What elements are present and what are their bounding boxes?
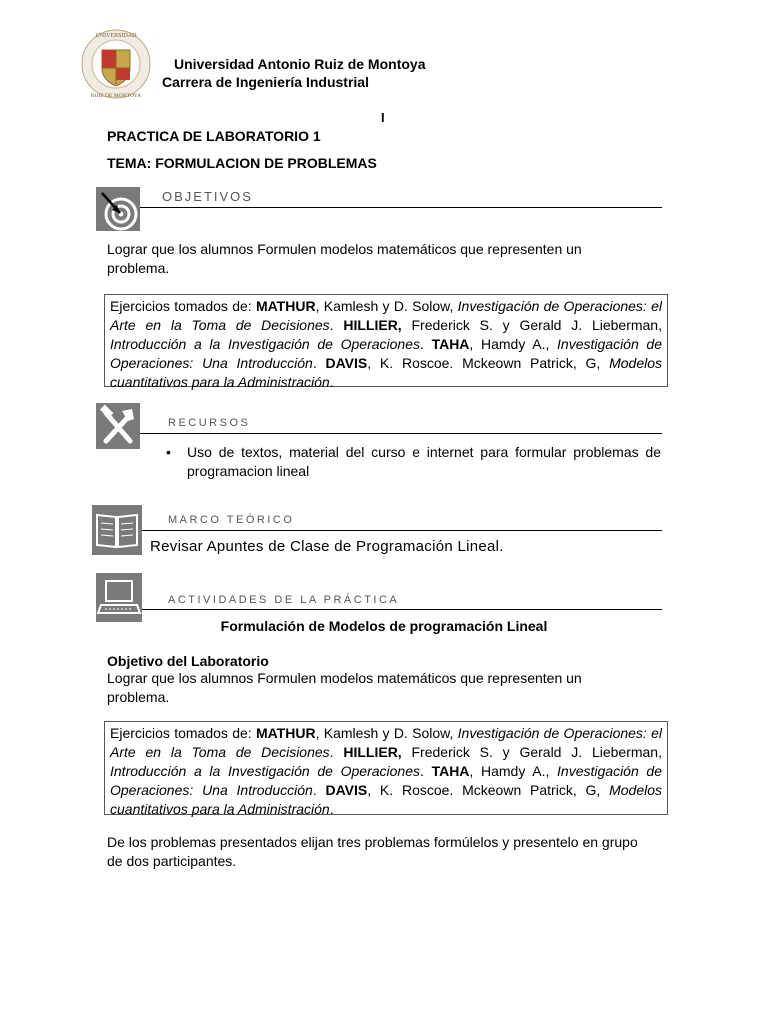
ref-title: Investigación de Operaciones: Una Introducción [110, 336, 662, 371]
section-label-actividades: ACTIVIDADES DE LA PRÁCTICA [168, 594, 400, 606]
university-name: Universidad Antonio Ruiz de Montoya [174, 56, 426, 72]
ref-author: HILLIER, [343, 317, 402, 333]
ref-text: Frederick S. y Gerald J. Lieberman, [401, 317, 662, 333]
ref-text: . [420, 763, 432, 779]
section-label-objetivos: OBJETIVOS [162, 189, 253, 204]
ref-author: MATHUR [255, 298, 316, 314]
ref-title: Introducción a la Investigación de Operaciones [110, 763, 420, 779]
practice-title: PRACTICA DE LABORATORIO 1 [107, 128, 321, 144]
ref-title: Investigación de Operaciones: el Arte en la Toma de Decisiones [110, 298, 663, 333]
ref-text: Ejercicios tomados de: [110, 725, 256, 741]
lab-objective-text: Lograr que los alumnos Formulen modelos matemáticos que representen un problema. [107, 670, 582, 705]
closing-text: De los problemas presentados elijan tres problemas formúlelos y presentelo en grupo de dos participantes. [107, 834, 638, 869]
bullet-marker: • [166, 444, 171, 460]
lab-objective-heading: Objetivo del Laboratorio [107, 653, 269, 669]
career-name: Carrera de Ingeniería Industrial [162, 74, 369, 90]
references-box [104, 294, 668, 390]
ref-author: TAHA [431, 763, 470, 779]
divider [142, 530, 662, 531]
objective-text: Lograr que los alumnos Formulen modelos matemáticos que representen un problema. [107, 241, 582, 276]
actividades-subtitle: Formulación de Modelos de programación Lineal [220, 618, 548, 634]
ref-text: . [329, 744, 344, 760]
laptop-icon [96, 573, 142, 622]
ref-text: , K. Roscoe. Mckeown Patrick, G, [367, 782, 610, 798]
theme-title: TEMA: FORMULACION DE PROBLEMAS [107, 155, 377, 171]
ref-text: , Kamlesh y D. Solow, [315, 298, 458, 314]
section-label-marco: MARCO TEÓRICO [168, 514, 295, 526]
ref-title: Modelos cuantitativos para la Administración [110, 355, 662, 390]
section-label-recursos: RECURSOS [168, 417, 251, 429]
divider [140, 207, 662, 208]
ref-text: , Hamdy A., [469, 336, 558, 352]
book-icon [92, 505, 142, 555]
ref-author: DAVIS [325, 355, 368, 371]
recursos-bullet: Uso de textos, material del curso e internet para formular problemas de programacion lineal [187, 444, 661, 479]
marco-text: Revisar Apuntes de Clase de Programación Lineal. [150, 538, 504, 555]
ref-text: , Kamlesh y D. Solow, [315, 725, 458, 741]
ref-author: TAHA [431, 336, 470, 352]
ref-text: . [420, 336, 432, 352]
target-icon [96, 187, 140, 231]
ref-title: Modelos cuantitativos para la Administración [110, 782, 662, 817]
stray-mark: I [381, 110, 385, 125]
divider [142, 609, 662, 610]
university-logo [80, 24, 152, 104]
ref-author: DAVIS [325, 782, 368, 798]
logo-text-top: UNIVERSIDAD [95, 33, 137, 39]
ref-title: Investigación de Operaciones: el Arte en la Toma de Decisiones [110, 725, 663, 760]
references-box [104, 721, 668, 815]
ref-title: Introducción a la Investigación de Operaciones [110, 336, 420, 352]
ref-title: Investigación de Operaciones: Una Introducción [110, 763, 662, 798]
ref-text: Ejercicios tomados de: [110, 298, 256, 314]
divider [140, 433, 662, 434]
ref-text: , Hamdy A., [469, 763, 558, 779]
ref-text: , K. Roscoe. Mckeown Patrick, G, [367, 355, 610, 371]
ref-text: . [329, 374, 334, 390]
ref-text: . [329, 801, 334, 817]
ref-text: . [312, 782, 326, 798]
logo-text-bottom: RUIZ DE MONTOYA [90, 93, 142, 99]
ref-text: Frederick S. y Gerald J. Lieberman, [401, 744, 662, 760]
ref-author: HILLIER, [343, 744, 402, 760]
university-seal-icon [80, 24, 152, 104]
ref-author: MATHUR [255, 725, 316, 741]
tools-icon [96, 403, 140, 449]
ref-text: . [312, 355, 326, 371]
ref-text: . [329, 317, 344, 333]
